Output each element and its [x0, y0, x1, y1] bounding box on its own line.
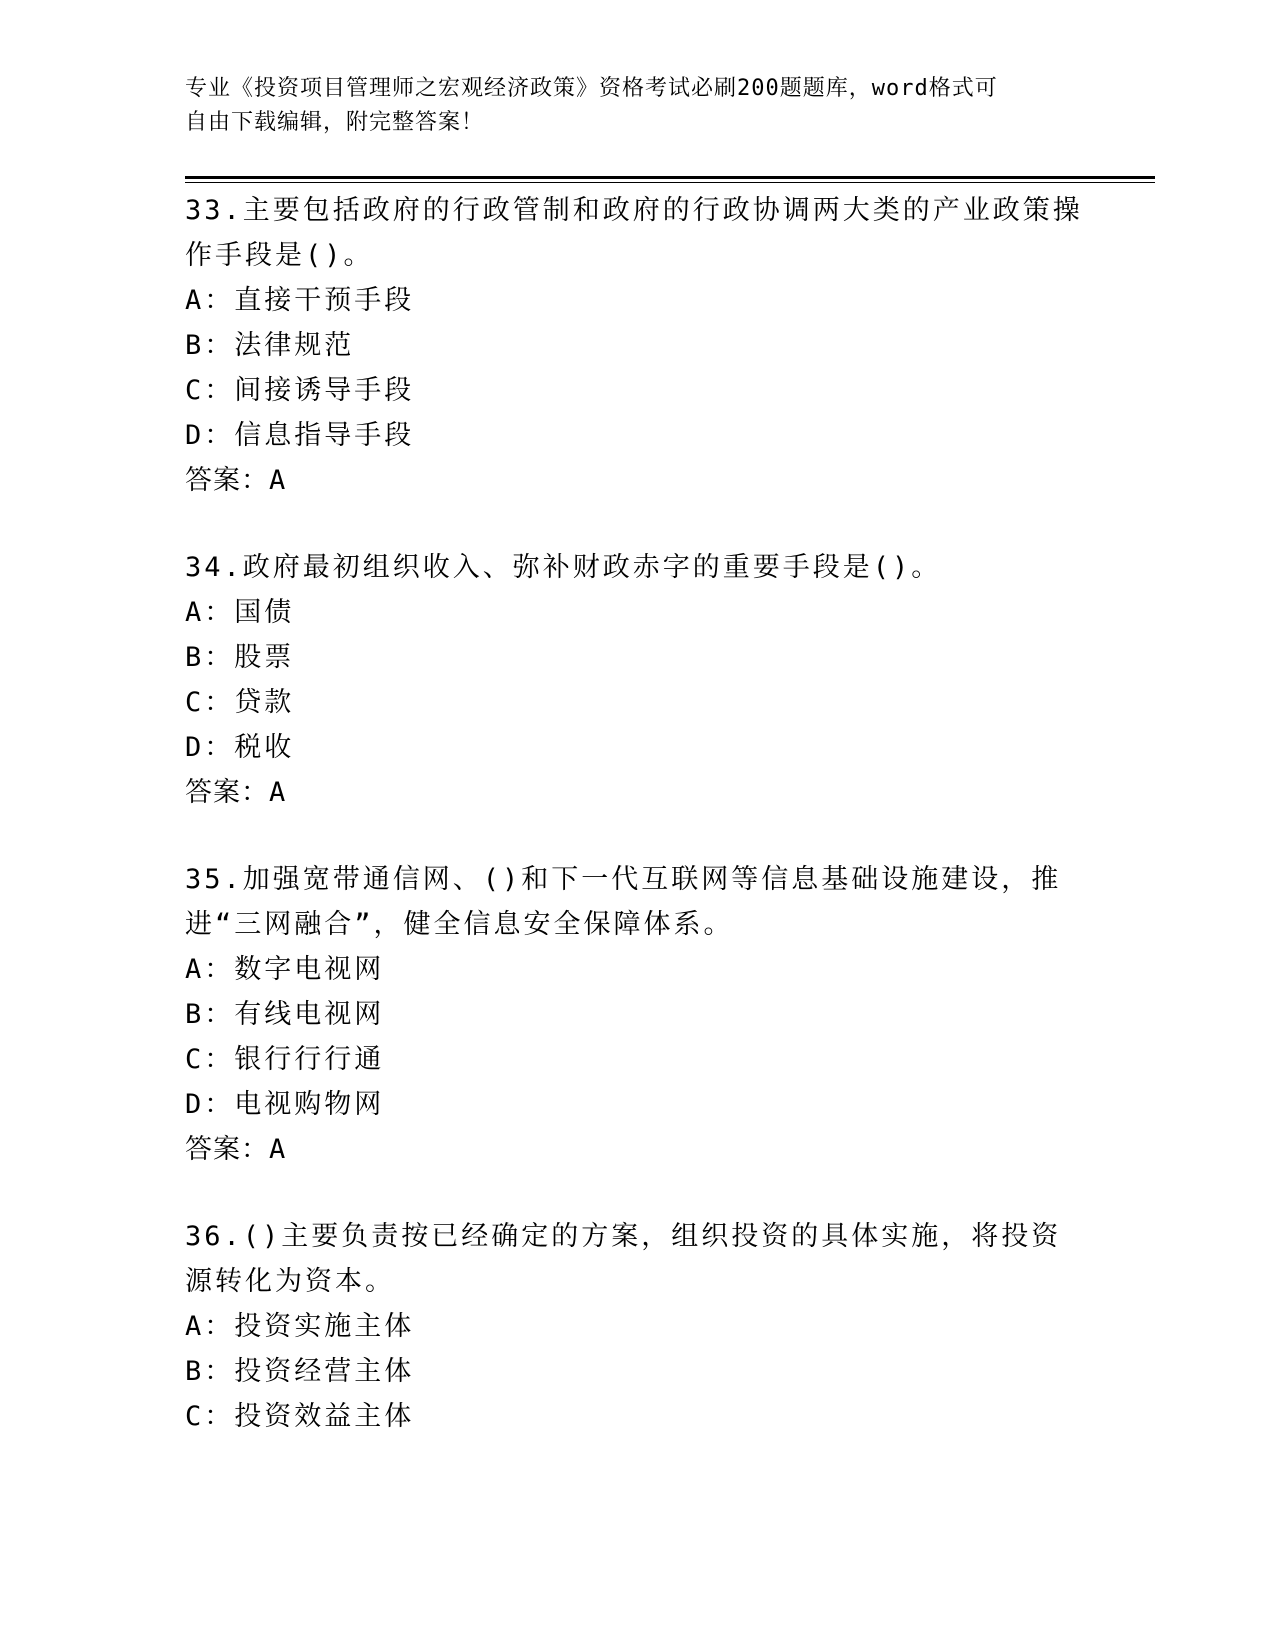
answer-label: 答案：	[185, 1134, 269, 1165]
answer-label: 答案：	[185, 777, 269, 808]
option-d: D：税收	[185, 732, 295, 763]
header-line-2: 自由下载编辑，附完整答案！	[185, 110, 485, 135]
answer-value: A	[269, 1134, 286, 1165]
answer	[185, 1127, 1085, 1172]
option-d: D：信息指导手段	[185, 420, 415, 451]
option-c: C：间接诱导手段	[185, 375, 415, 406]
header-divider-thin	[185, 182, 1155, 183]
question-text: 33.主要包括政府的行政管制和政府的行政协调两大类的产业政策操作手段是()。	[185, 195, 1083, 271]
option-a: A：数字电视网	[185, 954, 385, 985]
document-header	[185, 72, 1065, 140]
question-36	[185, 1214, 1085, 1439]
answer-value: A	[269, 777, 286, 808]
option-b: B：股票	[185, 642, 295, 673]
option-d: D：电视购物网	[185, 1089, 385, 1120]
question-33	[185, 188, 1085, 503]
answer-label: 答案：	[185, 465, 269, 496]
question-35	[185, 857, 1085, 1172]
header-divider-thick	[185, 176, 1155, 179]
option-b: B：投资经营主体	[185, 1356, 415, 1387]
answer	[185, 770, 1085, 815]
option-a: A：直接干预手段	[185, 285, 415, 316]
question-list	[185, 188, 1085, 1481]
option-a: A：国债	[185, 597, 295, 628]
answer-value: A	[269, 465, 286, 496]
option-c: C：投资效益主体	[185, 1401, 415, 1432]
question-text: 34.政府最初组织收入、弥补财政赤字的重要手段是()。	[185, 552, 942, 583]
option-c: C：银行行行通	[185, 1044, 385, 1075]
answer	[185, 458, 1085, 503]
option-b: B：法律规范	[185, 330, 355, 361]
option-c: C：贷款	[185, 687, 295, 718]
question-34	[185, 545, 1085, 815]
question-text: 36.()主要负责按已经确定的方案，组织投资的具体实施，将投资源转化为资本。	[185, 1221, 1062, 1297]
option-a: A：投资实施主体	[185, 1311, 415, 1342]
option-b: B：有线电视网	[185, 999, 385, 1030]
header-line-1: 专业《投资项目管理师之宏观经济政策》资格考试必刷200题题库，word格式可	[185, 76, 998, 101]
question-text: 35.加强宽带通信网、()和下一代互联网等信息基础设施建设，推进“三网融合”，健全信息安全保障体系。	[185, 864, 1062, 940]
